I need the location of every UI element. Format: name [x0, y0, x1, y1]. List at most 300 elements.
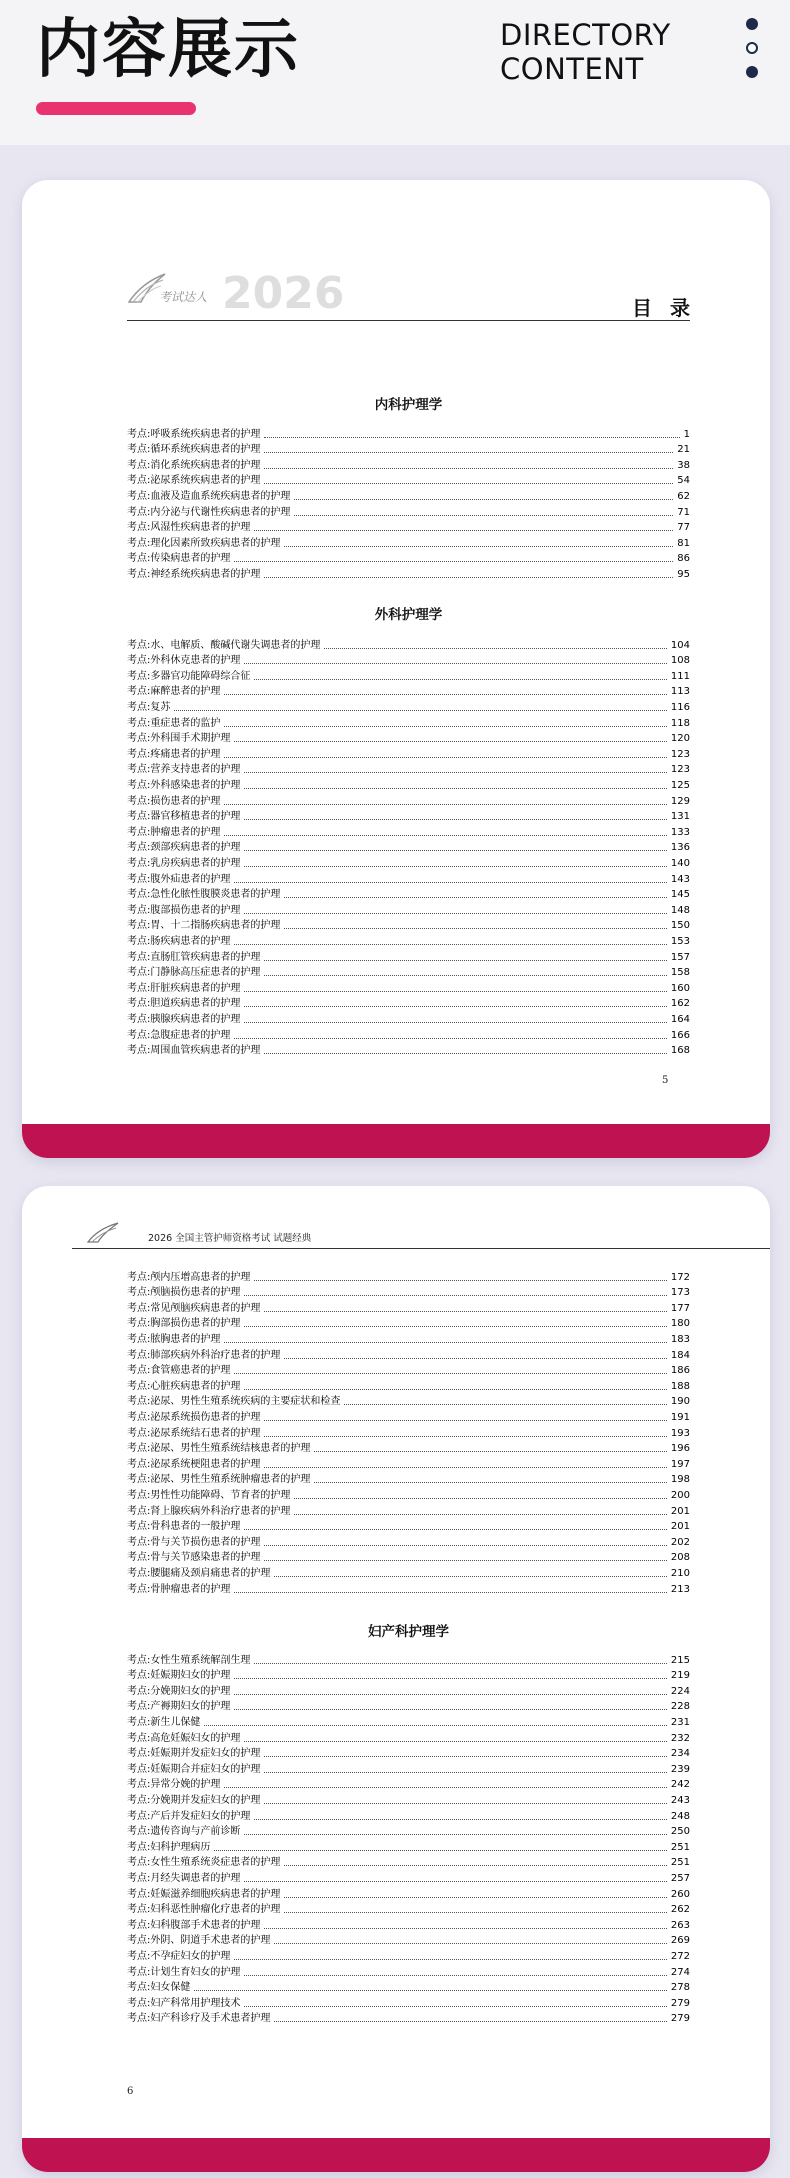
dot-leader: [264, 483, 673, 484]
dot-leader: [294, 1498, 667, 1499]
toc-entry[interactable]: [127, 503, 690, 519]
dot-leader: [264, 1311, 667, 1312]
toc-entry[interactable]: [127, 636, 690, 652]
toc-entry-page: 231: [670, 1716, 690, 1728]
toc-entry-title: 考点:水、电解质、酸碱代谢失调患者的护理: [127, 639, 321, 651]
pager-dot-active[interactable]: [746, 42, 758, 54]
toc-entry-page: 208: [670, 1552, 690, 1564]
dot-leader: [224, 1787, 667, 1788]
toc-entry-page: 173: [670, 1287, 690, 1299]
toc-entry[interactable]: [127, 714, 690, 730]
toc-entry-title: 考点:妊娠期并发症妇女的护理: [127, 1748, 261, 1760]
dot-leader: [174, 710, 667, 711]
banner-english-line1: DIRECTORY: [500, 18, 671, 52]
toc-entry[interactable]: [127, 1901, 690, 1917]
toc-entry-title: 考点:泌尿系统结石患者的护理: [127, 1427, 261, 1439]
toc-entry-page: 81: [677, 537, 690, 549]
toc-entry[interactable]: [127, 1979, 690, 1995]
toc-entry-title: 考点:新生儿保健: [127, 1716, 201, 1728]
dot-leader: [244, 1326, 667, 1327]
toc-entry-page: 177: [670, 1302, 690, 1314]
toc-entry-page: 239: [670, 1763, 690, 1775]
toc-entry-title: 考点:分娩期妇女的护理: [127, 1685, 231, 1697]
banner-title: 内容展示: [36, 13, 300, 87]
toc-entry[interactable]: [127, 698, 690, 714]
toc-entry-page: 123: [670, 748, 690, 760]
toc-entry[interactable]: [127, 1010, 690, 1026]
dot-leader: [264, 1803, 667, 1804]
toc-entry-page: 145: [670, 889, 690, 901]
dot-leader: [254, 1663, 667, 1664]
toc-entry-page: 118: [670, 717, 690, 729]
top-banner: [0, 0, 790, 145]
toc-entry-page: 251: [670, 1841, 690, 1853]
dot-leader: [224, 804, 667, 805]
toc-entry-page: 198: [670, 1474, 690, 1486]
toc-entry-page: 125: [670, 779, 690, 791]
dot-leader: [264, 1467, 667, 1468]
dot-leader: [214, 1850, 667, 1851]
dot-leader: [264, 1436, 667, 1437]
dot-leader: [264, 1053, 667, 1054]
dot-leader: [254, 1280, 667, 1281]
toc-entry-page: 157: [670, 951, 690, 963]
toc-entry[interactable]: [127, 472, 690, 488]
brand-script: 考试达人: [159, 290, 208, 304]
dot-leader: [264, 468, 673, 469]
toc-entry[interactable]: [127, 1838, 690, 1854]
toc-entry[interactable]: [127, 1486, 690, 1502]
toc-entry-title: 考点:高危妊娠妇女的护理: [127, 1732, 241, 1744]
dot-leader: [264, 1928, 667, 1929]
toc-entry-title: 考点:胰腺疾病患者的护理: [127, 1013, 241, 1025]
toc-entry-title: 考点:妇女保健: [127, 1982, 191, 1994]
toc-entry-page: 272: [670, 1950, 690, 1962]
toc-entry[interactable]: [127, 1651, 690, 1667]
toc-entry-page: 262: [670, 1904, 690, 1916]
dot-leader: [294, 499, 673, 500]
toc-entry[interactable]: [127, 1424, 690, 1440]
toc-entry-title: 考点:肠疾病患者的护理: [127, 935, 231, 947]
dot-leader: [274, 2021, 667, 2022]
dot-leader: [264, 577, 673, 578]
toc-entry-page: 242: [670, 1779, 690, 1791]
toc-entry-title: 考点:泌尿、男性生殖系统肿瘤患者的护理: [127, 1474, 311, 1486]
toc-entry[interactable]: [127, 1471, 690, 1487]
toc-entry-title: 考点:直肠肛管疾病患者的护理: [127, 951, 261, 963]
toc-entry[interactable]: [127, 565, 690, 581]
dot-leader: [254, 1819, 667, 1820]
toc-entry-title: 考点:外科休克患者的护理: [127, 655, 241, 667]
toc-entry[interactable]: [127, 1393, 690, 1409]
toc-entry[interactable]: [127, 948, 690, 964]
toc-entry[interactable]: [127, 1346, 690, 1362]
toc-entry-title: 考点:外阴、阴道手术患者的护理: [127, 1935, 271, 1947]
toc-entry-page: 193: [670, 1427, 690, 1439]
toc-entry[interactable]: [127, 1408, 690, 1424]
toc-entry[interactable]: [127, 1564, 690, 1580]
toc-entry-title: 考点:骨与关节感染患者的护理: [127, 1552, 261, 1564]
toc-entry[interactable]: [127, 1362, 690, 1378]
banner-english-line2: CONTENT: [500, 52, 644, 86]
toc-entry-page: 183: [670, 1333, 690, 1345]
dot-leader: [264, 1545, 667, 1546]
toc-entry[interactable]: [127, 1698, 690, 1714]
toc-entry-page: 54: [677, 475, 690, 487]
toc-entry-title: 考点:外科感染患者的护理: [127, 779, 241, 791]
card-footer-band: [22, 2138, 770, 2172]
toc-entry-title: 考点:重症患者的监护: [127, 717, 221, 729]
toc-entry-title: 考点:产褥期妇女的护理: [127, 1701, 231, 1713]
dot-leader: [224, 694, 667, 695]
toc-entry[interactable]: [127, 792, 690, 808]
toc-entry[interactable]: [127, 761, 690, 777]
toc-entry-page: 279: [670, 2013, 690, 2025]
page-number: 5: [662, 1075, 669, 1086]
toc-entry-title: 考点:颅内压增高患者的护理: [127, 1271, 251, 1283]
toc-entry[interactable]: [127, 1315, 690, 1331]
toc-entry-page: 86: [677, 553, 690, 565]
toc-entry-title: 考点:泌尿、男性生殖系统结核患者的护理: [127, 1443, 311, 1455]
dot-leader: [234, 1592, 667, 1593]
toc-entry[interactable]: [127, 1299, 690, 1315]
toc-entry[interactable]: [127, 979, 690, 995]
toc-entry[interactable]: [127, 730, 690, 746]
toc-entry-page: 168: [670, 1045, 690, 1057]
dot-leader: [244, 913, 667, 914]
pager-dots[interactable]: [746, 18, 760, 90]
toc-entry-page: 279: [670, 1997, 690, 2009]
dot-leader: [264, 1772, 667, 1773]
toc-entry-title: 考点:骨肿瘤患者的护理: [127, 1583, 231, 1595]
toc-entry[interactable]: [127, 995, 690, 1011]
toc-entry-title: 考点:不孕症妇女的护理: [127, 1950, 231, 1962]
dot-leader: [284, 928, 667, 929]
toc-entry[interactable]: [127, 1268, 690, 1284]
toc-entry-page: 215: [670, 1654, 690, 1666]
section-title: 内科护理学: [374, 397, 443, 413]
toc-entry-page: 136: [670, 842, 690, 854]
toc-entry[interactable]: [127, 683, 690, 699]
toc-entry[interactable]: [127, 808, 690, 824]
toc-entry-page: 200: [670, 1489, 690, 1501]
book-brand-logo: [127, 268, 708, 320]
pager-dot[interactable]: [746, 66, 758, 78]
dot-leader: [194, 1990, 667, 1991]
toc-entry-page: 123: [670, 764, 690, 776]
toc-entry-title: 考点:血液及造血系统疾病患者的护理: [127, 490, 291, 502]
dot-leader: [244, 1975, 667, 1976]
toc-entry-page: 153: [670, 935, 690, 947]
toc-entry-page: 116: [670, 701, 690, 713]
dot-leader: [244, 1529, 667, 1530]
toc-entry[interactable]: [127, 1042, 690, 1058]
toc-entry-page: 95: [677, 568, 690, 580]
toc-entry-title: 考点:妇科恶性肿瘤化疗患者的护理: [127, 1904, 281, 1916]
dot-leader: [294, 1514, 667, 1515]
dot-leader: [264, 1560, 667, 1561]
dot-leader: [264, 452, 673, 453]
dot-leader: [284, 1865, 667, 1866]
toc-entry[interactable]: [127, 1932, 690, 1948]
toc-entry-title: 考点:胆道疾病患者的护理: [127, 998, 241, 1010]
toc-entry-title: 考点:神经系统疾病患者的护理: [127, 568, 261, 580]
dot-leader: [244, 2006, 667, 2007]
toc-entry-title: 考点:腰腿痛及颈肩痛患者的护理: [127, 1567, 271, 1579]
toc-entry-page: 172: [670, 1271, 690, 1283]
toc-entry-title: 考点:肺部疾病外科治疗患者的护理: [127, 1349, 281, 1361]
banner-english-title: [500, 18, 671, 86]
toc-entry[interactable]: [127, 1963, 690, 1979]
toc-entry-page: 162: [670, 998, 690, 1010]
running-header: [72, 1222, 770, 1248]
toc-entry-page: 158: [670, 967, 690, 979]
toc-entry[interactable]: [127, 854, 690, 870]
toc-entry-page: 248: [670, 1810, 690, 1822]
toc-entry-page: 150: [670, 920, 690, 932]
toc-entry-page: 133: [670, 826, 690, 838]
banner-accent-bar: [36, 102, 196, 115]
toc-entry[interactable]: [127, 917, 690, 933]
running-header-text: 2026 全国主管护师资格考试 试题经典: [148, 1233, 312, 1244]
toc-entry-title: 考点:妊娠滋养细胞疾病患者的护理: [127, 1888, 281, 1900]
page-number: 6: [127, 2086, 134, 2097]
toc-entry[interactable]: [127, 1916, 690, 1932]
toc-entry[interactable]: [127, 776, 690, 792]
dot-leader: [244, 663, 667, 664]
toc-entry-page: 180: [670, 1318, 690, 1330]
toc-entry[interactable]: [127, 839, 690, 855]
toc-entry[interactable]: [127, 441, 690, 457]
dot-leader: [244, 819, 667, 820]
toc-entry-page: 143: [670, 873, 690, 885]
toc-entry[interactable]: [127, 652, 690, 668]
running-header-rule: [72, 1248, 770, 1249]
toc-entry[interactable]: [127, 1729, 690, 1745]
toc-entry[interactable]: [127, 1502, 690, 1518]
dot-leader: [234, 944, 667, 945]
dot-leader: [234, 741, 667, 742]
toc-entry-title: 考点:计划生育妇女的护理: [127, 1966, 241, 1978]
toc-entry-title: 考点:理化因素所致疾病患者的护理: [127, 537, 281, 549]
toc-entry-page: 131: [670, 811, 690, 823]
toc-entry-title: 考点:颅脑损伤患者的护理: [127, 1287, 241, 1299]
toc-entry[interactable]: [127, 1026, 690, 1042]
toc-entry[interactable]: [127, 1791, 690, 1807]
toc-entry[interactable]: [127, 1776, 690, 1792]
toc-entry-title: 考点:异常分娩的护理: [127, 1779, 221, 1791]
toc-entry-page: 234: [670, 1748, 690, 1760]
toc-entry-page: 224: [670, 1685, 690, 1697]
toc-entry-title: 考点:急性化脓性腹膜炎患者的护理: [127, 889, 281, 901]
toc-entry-page: 196: [670, 1443, 690, 1455]
dot-leader: [344, 1404, 667, 1405]
toc-entry[interactable]: [127, 1533, 690, 1549]
toc-entry-page: 184: [670, 1349, 690, 1361]
dot-leader: [234, 561, 673, 562]
toc-entry-page: 202: [670, 1536, 690, 1548]
toc-entry-page: 251: [670, 1857, 690, 1869]
toc-entry[interactable]: [127, 1885, 690, 1901]
toc-entry-title: 考点:分娩期并发症妇女的护理: [127, 1794, 261, 1806]
toc-entry-title: 考点:妇科腹部手术患者的护理: [127, 1919, 261, 1931]
toc-entry-title: 考点:腹外疝患者的护理: [127, 873, 231, 885]
toc-entry[interactable]: [127, 886, 690, 902]
toc-entry-title: 考点:风湿性疾病患者的护理: [127, 522, 251, 534]
dot-leader: [234, 1694, 667, 1695]
toc-entry[interactable]: [127, 823, 690, 839]
dot-leader: [264, 960, 667, 961]
toc-entry-title: 考点:颈部疾病患者的护理: [127, 842, 241, 854]
toc-entry-title: 考点:男性性功能障碍、节育者的护理: [127, 1489, 291, 1501]
toc-entry-page: 232: [670, 1732, 690, 1744]
toc-entry-title: 考点:内分泌与代谢性疾病患者的护理: [127, 506, 291, 518]
dot-leader: [244, 1834, 667, 1835]
toc-entry[interactable]: [127, 1854, 690, 1870]
toc-entry-page: 71: [677, 506, 690, 518]
toc-entry-title: 考点:呼吸系统疾病患者的护理: [127, 428, 261, 440]
toc-entry-page: 148: [670, 904, 690, 916]
toc-page-card-2: [22, 1186, 770, 2172]
toc-entry-title: 考点:复苏: [127, 701, 171, 713]
toc-entry[interactable]: [127, 1823, 690, 1839]
toc-entry-page: 160: [670, 982, 690, 994]
dot-leader: [224, 757, 667, 758]
toc-entry-page: 164: [670, 1013, 690, 1025]
dot-leader: [324, 648, 667, 649]
toc-entry-title: 考点:肿瘤患者的护理: [127, 826, 221, 838]
directory-heading: 目录: [632, 296, 708, 320]
toc-entry-title: 考点:腹部损伤患者的护理: [127, 904, 241, 916]
toc-entry[interactable]: [127, 1284, 690, 1300]
toc-entry[interactable]: [127, 667, 690, 683]
toc-entry-title: 考点:疼痛患者的护理: [127, 748, 221, 760]
toc-entry-page: 188: [670, 1380, 690, 1392]
toc-entry[interactable]: [127, 1330, 690, 1346]
toc-entry-title: 考点:多器官功能障碍综合征: [127, 670, 251, 682]
toc-entry-page: 201: [670, 1505, 690, 1517]
toc-entry-page: 129: [670, 795, 690, 807]
toc-entry[interactable]: [127, 1455, 690, 1471]
dot-leader: [264, 975, 667, 976]
toc-entry[interactable]: [127, 1682, 690, 1698]
toc-entry[interactable]: [127, 745, 690, 761]
toc-entry-page: 213: [670, 1583, 690, 1595]
toc-entry-title: 考点:损伤患者的护理: [127, 795, 221, 807]
toc-entry[interactable]: [127, 487, 690, 503]
dot-leader: [224, 1342, 667, 1343]
toc-entry-title: 考点:麻醉患者的护理: [127, 686, 221, 698]
dot-leader: [234, 882, 667, 883]
toc-entry[interactable]: [127, 964, 690, 980]
toc-entry-page: 21: [677, 444, 690, 456]
dot-leader: [254, 679, 667, 680]
toc-entry-page: 140: [670, 857, 690, 869]
toc-entry-title: 考点:妇科护理病历: [127, 1841, 211, 1853]
toc-entry[interactable]: [127, 1994, 690, 2010]
toc-entry[interactable]: [127, 1745, 690, 1761]
toc-entry-title: 考点:妊娠期合并症妇女的护理: [127, 1763, 261, 1775]
toc-entry-title: 考点:外科围手术期护理: [127, 733, 231, 745]
toc-entry[interactable]: [127, 1760, 690, 1776]
dot-leader: [244, 850, 667, 851]
toc-entry-title: 考点:脓胸患者的护理: [127, 1333, 221, 1345]
card-footer-band: [22, 1124, 770, 1158]
toc-entry-page: 219: [670, 1670, 690, 1682]
toc-entry[interactable]: [127, 425, 690, 441]
toc-entry[interactable]: [127, 1869, 690, 1885]
toc-entry-page: 228: [670, 1701, 690, 1713]
dot-leader: [284, 1912, 667, 1913]
toc-entry[interactable]: [127, 1377, 690, 1393]
toc-entry[interactable]: [127, 2010, 690, 2026]
toc-entry[interactable]: [127, 1713, 690, 1729]
toc-entry[interactable]: [127, 519, 690, 535]
toc-entry[interactable]: [127, 550, 690, 566]
toc-entry-title: 考点:泌尿、男性生殖系统疾病的主要症状和检查: [127, 1396, 341, 1408]
toc-entry[interactable]: [127, 1580, 690, 1596]
toc-entry[interactable]: [127, 870, 690, 886]
toc-entry-title: 考点:妇产科常用护理技术: [127, 1997, 241, 2009]
pager-dot[interactable]: [746, 18, 758, 30]
wing-logo-icon: [86, 1222, 120, 1244]
dot-leader: [244, 991, 667, 992]
toc-entry[interactable]: [127, 1947, 690, 1963]
dot-leader: [314, 1451, 667, 1452]
toc-entry-title: 考点:肝脏疾病患者的护理: [127, 982, 241, 994]
dot-leader: [224, 726, 667, 727]
toc-entry-title: 考点:妊娠期妇女的护理: [127, 1670, 231, 1682]
toc-entry-title: 考点:女性生殖系统炎症患者的护理: [127, 1857, 281, 1869]
toc-entry[interactable]: [127, 534, 690, 550]
toc-entry-title: 考点:女性生殖系统解剖生理: [127, 1654, 251, 1666]
toc-entry[interactable]: [127, 1807, 690, 1823]
toc-entry-title: 考点:泌尿系统梗阻患者的护理: [127, 1458, 261, 1470]
toc-entry-title: 考点:急腹症患者的护理: [127, 1029, 231, 1041]
edition-year: 2026: [222, 268, 345, 319]
toc-entry-page: 38: [677, 459, 690, 471]
toc-entry-page: 120: [670, 733, 690, 745]
toc-entry-title: 考点:月经失调患者的护理: [127, 1872, 241, 1884]
dot-leader: [244, 1741, 667, 1742]
dot-leader: [244, 1022, 667, 1023]
toc-entry[interactable]: [127, 1518, 690, 1534]
toc-entry[interactable]: [127, 1440, 690, 1456]
dot-leader: [314, 1482, 667, 1483]
toc-entry[interactable]: [127, 456, 690, 472]
dot-leader: [234, 1373, 667, 1374]
dot-leader: [294, 515, 673, 516]
toc-entry-title: 考点:门静脉高压症患者的护理: [127, 967, 261, 979]
toc-entry-title: 考点:常见颅脑疾病患者的护理: [127, 1302, 261, 1314]
toc-entry[interactable]: [127, 932, 690, 948]
toc-entry-title: 考点:泌尿系统疾病患者的护理: [127, 475, 261, 487]
toc-entry-page: 191: [670, 1411, 690, 1423]
toc-entry-title: 考点:骨科患者的一般护理: [127, 1521, 241, 1533]
toc-entry-page: 62: [677, 490, 690, 502]
toc-entry-page: 108: [670, 655, 690, 667]
toc-entry[interactable]: [127, 1667, 690, 1683]
dot-leader: [264, 1756, 667, 1757]
toc-entry-title: 考点:循环系统疾病患者的护理: [127, 444, 261, 456]
toc-entry[interactable]: [127, 1549, 690, 1565]
toc-entry-page: 1: [683, 428, 690, 440]
section-title: 外科护理学: [374, 607, 443, 623]
toc-entry[interactable]: [127, 901, 690, 917]
dot-leader: [274, 1943, 667, 1944]
dot-leader: [234, 1038, 667, 1039]
dot-leader: [244, 772, 667, 773]
